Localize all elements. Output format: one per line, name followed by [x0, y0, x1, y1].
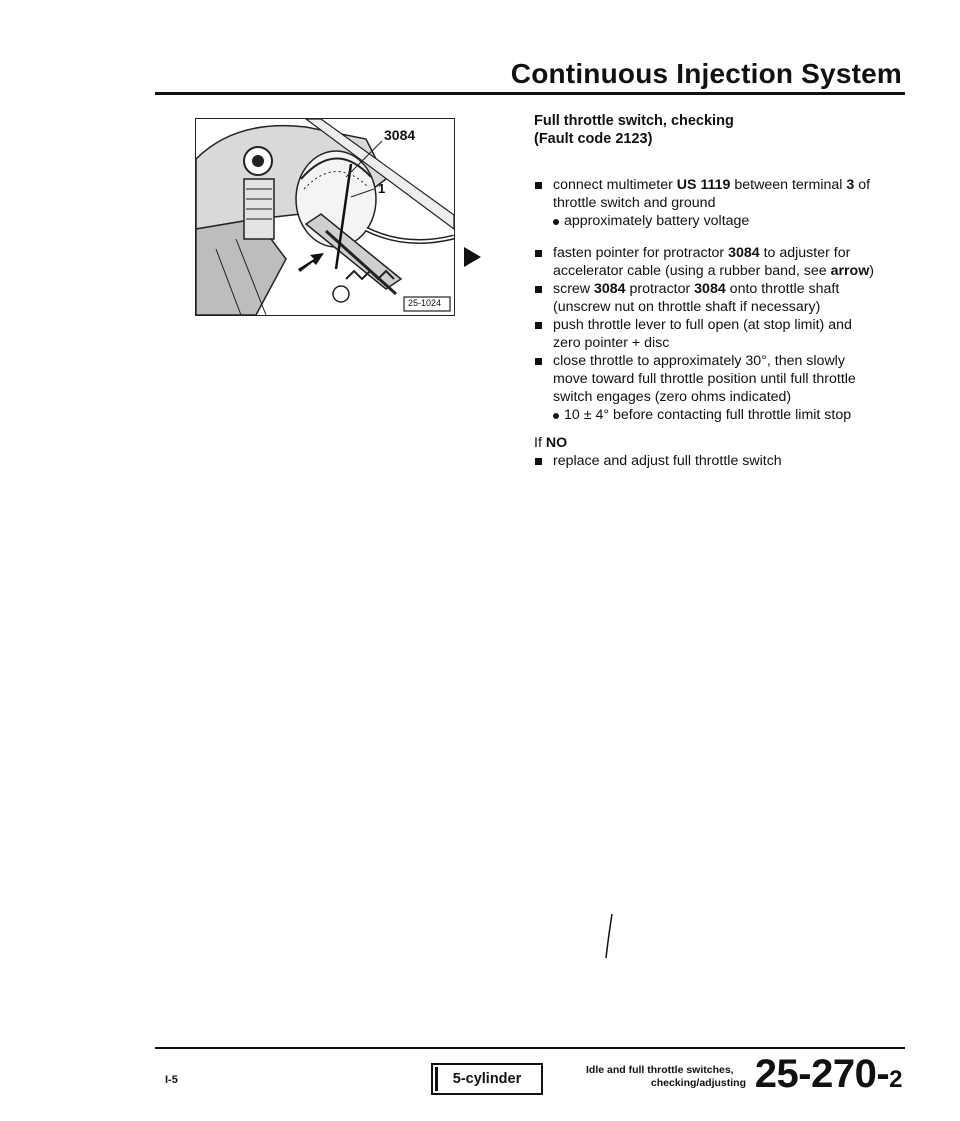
figure-pointer-arrow-icon — [464, 247, 481, 267]
throttle-protractor-figure — [195, 118, 455, 316]
footer-description: Idle and full throttle switches, checking/adjusting — [586, 1064, 746, 1089]
step-connect-multimeter: connect multimeter US 1119 between terminal 3 of throttle switch and ground — [534, 176, 874, 212]
step-replace-switch: replace and adjust full throttle switch — [534, 452, 874, 470]
step-connect-result: approximately battery voltage — [534, 212, 874, 230]
throttle-illustration — [196, 119, 454, 315]
figure-id: 25-1024 — [408, 298, 442, 308]
section-marker: I-5 — [165, 1074, 178, 1086]
step-screw-protractor: screw 3084 protractor 3084 onto throttle shaft (unscrew nut on throttle shaft if necessary) — [534, 280, 874, 316]
step-fasten-pointer: fasten pointer for protractor 3084 to adjuster for accelerator cable (using a rubber band, see arrow) — [534, 244, 874, 280]
step-close-throttle: close throttle to approximately 30°, then slowly move toward full throttle position until full throttle switch engages (zero ohms indicated) — [534, 352, 874, 406]
callout-1: 1 — [378, 181, 386, 196]
footer-rule — [155, 1047, 905, 1049]
fault-code: (Fault code 2123) — [534, 131, 653, 147]
engine-tag: 5-cylinder — [431, 1063, 543, 1095]
pen-mark — [600, 912, 620, 962]
page-title: Continuous Injection System — [510, 58, 902, 89]
procedure-text — [534, 112, 874, 470]
step-close-result: 10 ± 4° before contacting full throttle limit stop — [534, 406, 874, 424]
section-title: Full throttle switch, checking — [534, 113, 734, 129]
callout-3084: 3084 — [384, 127, 416, 143]
step-push-lever: push throttle lever to full open (at stop limit) and zero pointer + disc — [534, 316, 874, 352]
page-number: 25-270-2 — [754, 1052, 902, 1096]
header-rule — [155, 92, 905, 95]
condition-if-no: If NO — [534, 435, 568, 451]
